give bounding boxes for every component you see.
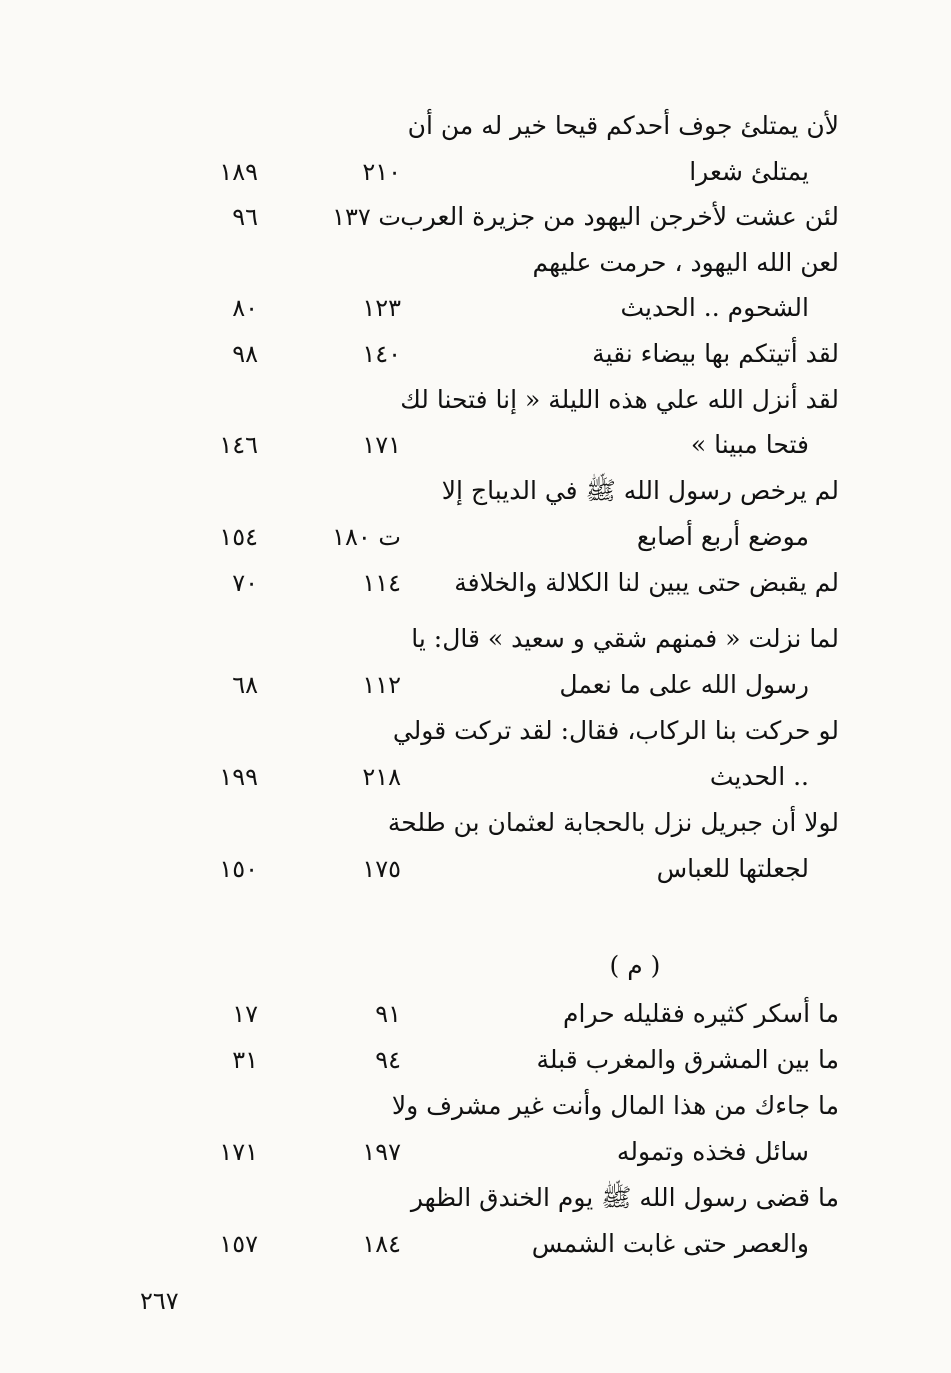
entry-text: لجعلتها للعباس	[656, 854, 809, 883]
index-entry	[0, 1038, 951, 1084]
entry-ref-b: ٩٨	[232, 340, 258, 368]
index-entry	[0, 801, 951, 847]
entry-ref-b: ٦٨	[232, 671, 258, 699]
index-entry	[0, 515, 951, 561]
entry-ref-a: ١٩٧	[362, 1138, 401, 1166]
entry-ref-b: ١٩٩	[219, 763, 258, 791]
entry-text: ما جاءك من هذا المال وأنت غير مشرف ولا	[391, 1091, 839, 1120]
index-entry	[0, 663, 951, 709]
entry-ref-b: ١٧١	[219, 1138, 258, 1166]
entry-ref-b: ١٥٠	[219, 855, 258, 883]
index-entry	[0, 241, 951, 287]
index-entry	[0, 1222, 951, 1268]
entry-ref-a: ١١٢	[362, 671, 401, 699]
index-entry	[0, 561, 951, 607]
entry-text: لم يرخص رسول الله ﷺ في الديباج إلا	[441, 476, 839, 505]
entry-text: سائل فخذه وتموله	[616, 1137, 809, 1166]
page-number: ٢٦٧	[140, 1287, 179, 1315]
entry-text: ما أسكر كثيره فقليله حرام	[563, 999, 839, 1028]
entry-text: فتحا مبينا »	[690, 430, 809, 459]
entry-ref-b: ١٥٤	[219, 523, 258, 551]
index-entry	[0, 104, 951, 150]
index-entry	[0, 1176, 951, 1222]
entry-text: لئن عشت لأخرجن اليهود من جزيرة العرب	[400, 202, 839, 231]
entry-text: لقد أنزل الله علي هذه الليلة « إنا فتحنا لك	[400, 385, 839, 414]
index-entry	[0, 1084, 951, 1130]
index-entry	[0, 755, 951, 801]
index-entry	[0, 423, 951, 469]
entry-ref-a: ١٤٠	[362, 340, 401, 368]
entry-text: ما بين المشرق والمغرب قبلة	[536, 1045, 839, 1074]
entry-text: لعن الله اليهود ، حرمت عليهم	[532, 248, 839, 277]
entry-text: الشحوم .. الحديث	[620, 293, 809, 322]
entry-text: .. الحديث	[709, 762, 809, 791]
entry-text: يمتلئ شعرا	[689, 157, 809, 186]
entry-ref-b: ٨٠	[232, 294, 258, 322]
entry-text: رسول الله على ما نعمل	[559, 670, 809, 699]
entry-text: لأن يمتلئ جوف أحدكم قيحا خير له من أن	[407, 111, 839, 140]
index-entry	[0, 469, 951, 515]
entry-ref-a: ١١٤	[362, 569, 401, 597]
index-entry	[0, 847, 951, 893]
index-entry	[0, 1130, 951, 1176]
entry-ref-a: ٩١	[375, 1000, 401, 1028]
entry-ref-a: ت ١٣٧	[332, 203, 401, 231]
entry-ref-a: ١٧١	[362, 431, 401, 459]
entry-ref-b: ٧٠	[232, 569, 258, 597]
entry-ref-a: ٩٤	[375, 1046, 401, 1074]
entry-text: لما نزلت « فمنهم شقي و سعيد » قال: يا	[411, 624, 839, 653]
entry-ref-a: ٢١٨	[362, 763, 401, 791]
entry-ref-a: ١٧٥	[362, 855, 401, 883]
index-entry	[0, 195, 951, 241]
entry-ref-a: ت ١٨٠	[332, 523, 401, 551]
entry-text: لقد أتيتكم بها بيضاء نقية	[592, 339, 839, 368]
entry-ref-b: ١٧	[232, 1000, 258, 1028]
entry-text: لم يقبض حتى يبين لنا الكلالة والخلافة	[454, 568, 839, 597]
entry-ref-a: ١٨٤	[362, 1230, 401, 1258]
entry-text: لولا أن جبريل نزل بالحجابة لعثمان بن طلحة	[387, 808, 839, 837]
index-entry	[0, 150, 951, 196]
index-entry	[0, 332, 951, 378]
entry-text: لو حركت بنا الركاب، فقال: لقد تركت قولي	[392, 716, 839, 745]
entry-ref-a: ١٢٣	[362, 294, 401, 322]
entry-ref-b: ١٤٦	[219, 431, 258, 459]
entry-ref-b: ١٨٩	[219, 158, 258, 186]
entry-ref-b: ١٥٧	[219, 1230, 258, 1258]
entry-ref-a: ٢١٠	[362, 158, 401, 186]
entry-ref-b: ٩٦	[232, 203, 258, 231]
index-entry	[0, 709, 951, 755]
entry-text: موضع أربع أصابع	[636, 522, 809, 551]
entry-text: ما قضى رسول الله ﷺ يوم الخندق الظهر	[410, 1183, 839, 1212]
index-entry	[0, 617, 951, 663]
entry-ref-b: ٣١	[232, 1046, 258, 1074]
index-entry	[0, 992, 951, 1038]
section-heading: ( م )	[609, 951, 661, 980]
index-entry	[0, 286, 951, 332]
index-entry	[0, 378, 951, 424]
entry-text: والعصر حتى غابت الشمس	[531, 1229, 809, 1258]
